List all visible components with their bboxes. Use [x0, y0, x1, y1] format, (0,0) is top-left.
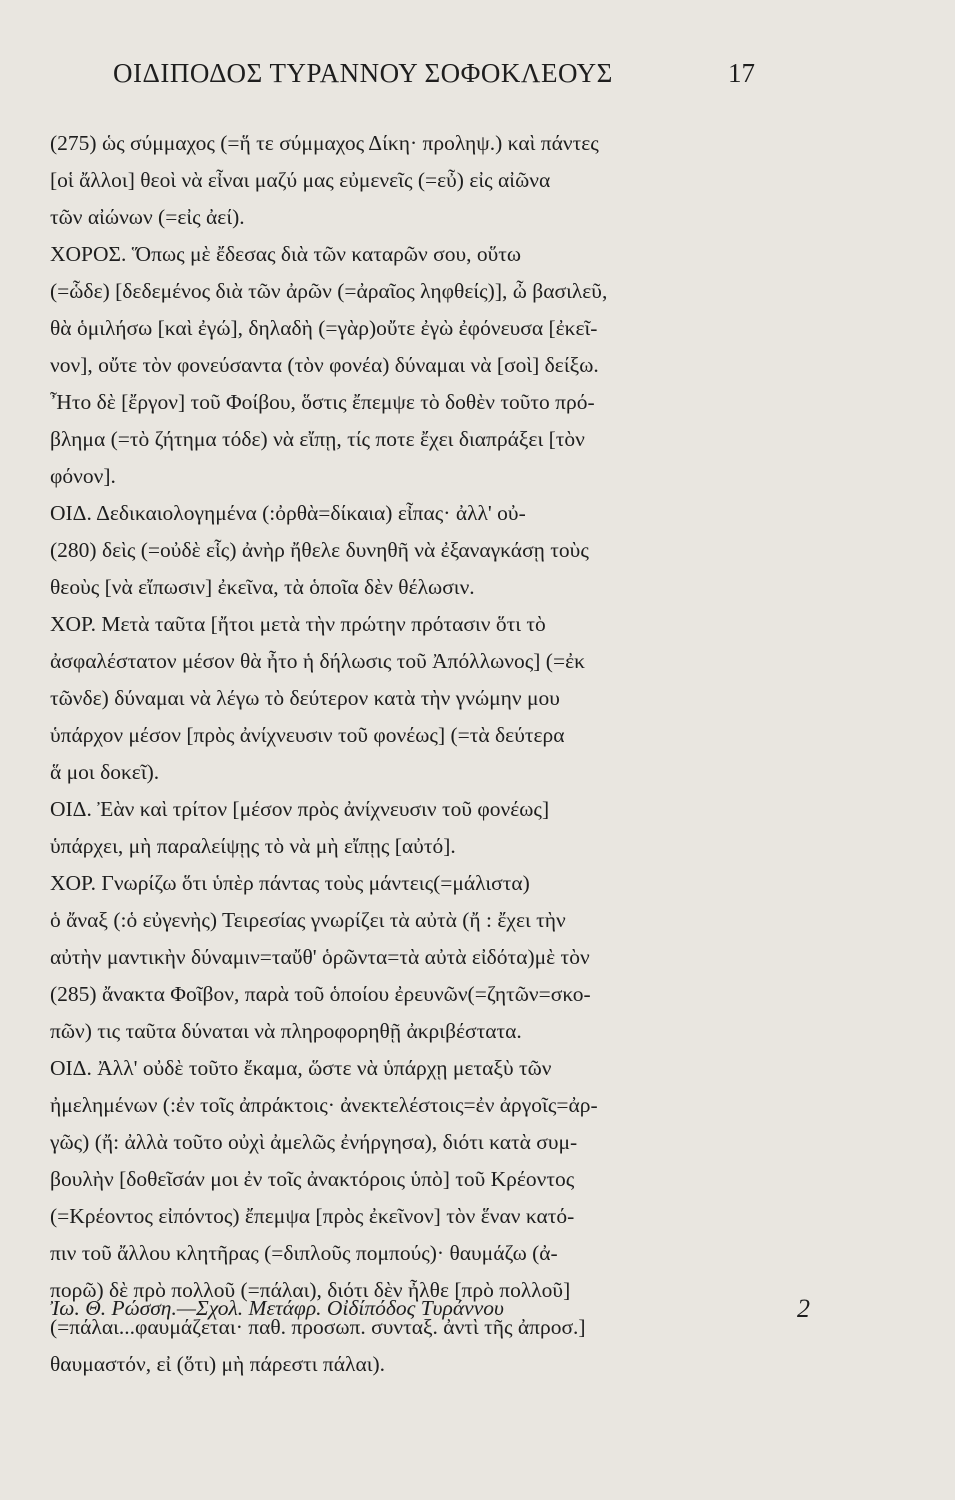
text-line: πορῶ) δὲ πρὸ πολλοῦ (=πάλαι), διότι δὲν ἦλθε [πρὸ πολλοῦ] [50, 1278, 571, 1302]
text-line: ἠμελημένων (:ἐν τοῖς ἀπράκτοις· ἀνεκτελέστοις=ἐν ἀργοῖς=ἀρ- [50, 1093, 598, 1117]
text-line: ΟΙΔ. Ἀλλ' οὐδὲ τοῦτο ἔκαμα, ὥστε νὰ ὑπάρχῃ μεταξὺ τῶν [50, 1056, 552, 1080]
footer [50, 1296, 810, 1333]
text-line: φόνον]. [50, 464, 116, 488]
text-line: ΧΟΡ. Γνωρίζω ὅτι ὑπὲρ πάντας τοὺς μάντεις(=μάλιστα) [50, 871, 530, 895]
footer-credit: Ἰω. Θ. Ρώσση.—Σχολ. Μετάφρ. Οἰδίπόδος Τυράννου [50, 1296, 504, 1320]
text-line: βουλὴν [δοθεῖσάν μοι ἐν τοῖς ἀνακτόροις ὑπὸ] τοῦ Κρέοντος [50, 1167, 575, 1191]
text-line: θεοὺς [νὰ εἴπωσιν] ἐκεῖνα, τὰ ὁποῖα δὲν θέλωσιν. [50, 575, 475, 599]
text-line: ΧΟΡ. Μετὰ ταῦτα [ἤτοι μετὰ τὴν πρώτην πρότασιν ὅτι τὸ [50, 612, 546, 636]
text-line: τῶνδε) δύναμαι νὰ λέγω τὸ δεύτερον κατὰ τὴν γνώμην μου [50, 686, 560, 710]
text-line: ὁ ἄναξ (:ὁ εὐγενὴς) Τειρεσίας γνωρίζει τὰ αὐτὰ (ἤ : ἔχει τὴν [50, 908, 566, 932]
running-title: ΟΙΔΙΠΟΔΟΣ ΤΥΡΑΝΝΟΥ ΣΟΦΟΚΛΕΟΥΣ [113, 58, 613, 88]
text-line: ΟΙΔ. Ἐὰν καὶ τρίτον [μέσον πρὸς ἀνίχνευσιν τοῦ φονέως] [50, 797, 550, 821]
text-line: αὐτὴν μαντικὴν δύναμιν=ταὔθ' ὁρῶντα=τὰ αὐτὰ εἰδότα)μὲ τὸν [50, 945, 590, 969]
text-line: ΟΙΔ. Δεδικαιολογημένα (:ὀρθὰ=δίκαια) εἶπας· ἀλλ' οὐ- [50, 501, 526, 525]
text-line: ΧΟΡΟΣ. Ὅπως μὲ ἔδεσας διὰ τῶν καταρῶν σου, οὕτω [50, 242, 522, 266]
page-number: 17 [728, 58, 755, 88]
text-line: (275) ὡς σύμμαχος (=ἥ τε σύμμαχος Δίκη· προληψ.) καὶ πάντες [50, 131, 599, 155]
text-line: θὰ ὁμιλήσω [καὶ ἐγώ], δηλαδὴ (=γὰρ)οὔτε ἐγὼ ἐφόνευσα [ἐκεῖ- [50, 316, 598, 340]
text-line: νον], οὔτε τὸν φονεύσαντα (τὸν φονέα) δύναμαι νὰ [σοὶ] δείξω. [50, 353, 599, 377]
text-line: [οἱ ἄλλοι] θεοὶ νὰ εἶναι μαζύ μας εὐμενεῖς (=εὖ) εἰς αἰῶνα [50, 168, 551, 192]
text-line: θαυμαστόν, εἰ (ὅτι) μὴ πάρεστι πάλαι). [50, 1352, 386, 1376]
text-line: (=ὧδε) [δεδεμένος διὰ τῶν ἀρῶν (=ἀραῖος ληφθείς)], ὦ βασιλεῦ, [50, 279, 608, 303]
text-line: γῶς) (ἤ: ἀλλὰ τοῦτο οὐχὶ ἀμελῶς ἐνήργησα), διότι κατὰ συμ- [50, 1130, 578, 1154]
text-line: (280) δεὶς (=οὐδὲ εἷς) ἀνὴρ ἤθελε δυνηθῆ νὰ ἐξαναγκάσῃ τοὺς [50, 538, 589, 562]
text-line: βλημα (=τὸ ζήτημα τόδε) νὰ εἴπῃ, τίς ποτε ἔχει διαπράξει [τὸν [50, 427, 585, 451]
text-line: (=πάλαι...φαυμάζεται· παθ. προσωπ. συνταξ. ἀντὶ τῆς ἀπροσ.] [50, 1315, 586, 1339]
text-line: πιν τοῦ ἄλλου κλητῆρας (=διπλοῦς πομπούς)· θαυμάζω (ἀ- [50, 1241, 558, 1265]
text-line: ὑπάρχει, μὴ παραλείψῃς τὸ νὰ μὴ εἴπῃς [αὐτό]. [50, 834, 456, 858]
running-header [0, 58, 955, 98]
text-line: πῶν) τις ταῦτα δύναται νὰ πληροφορηθῇ ἀκριβέστατα. [50, 1019, 522, 1043]
text-line: ὑπάρχον μέσον [πρὸς ἀνίχνευσιν τοῦ φονέως] (=τὰ δεύτερα [50, 723, 565, 747]
text-line: ἅ μοι δοκεῖ). [50, 760, 160, 784]
text-line: (285) ἄνακτα Φοῖβον, παρὰ τοῦ ὁποίου ἐρευνῶν(=ζητῶν=σκο- [50, 982, 591, 1006]
text-line: (=Κρέοντος εἰπόντος) ἔπεμψα [πρὸς ἐκεῖνον] τὸν ἕναν κατό- [50, 1204, 575, 1228]
text-line: ἀσφαλέστατον μέσον θὰ ἦτο ἡ δήλωσις τοῦ Ἀπόλλωνος] (=ἐκ [50, 649, 585, 673]
text-line: Ἦτο δὲ [ἔργον] τοῦ Φοίβου, ὅστις ἔπεμψε τὸ δοθὲν τοῦτο πρό- [50, 390, 595, 414]
body-text [50, 125, 810, 1383]
text-line: τῶν αἰώνων (=εἰς ἀεί). [50, 205, 245, 229]
signature-mark: 2 [797, 1294, 810, 1323]
